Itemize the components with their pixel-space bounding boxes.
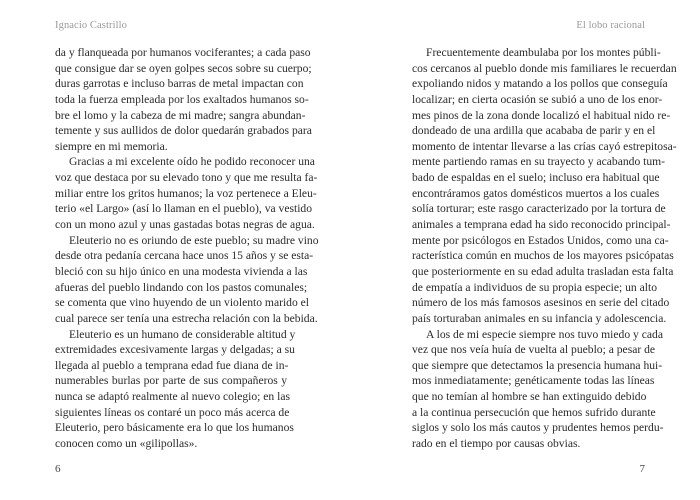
- text-line: siglos y solo los más cautos y prudentes hemos perdu-: [412, 421, 664, 435]
- text-line: bado de espaldas en el suelo; incluso era habitual que: [412, 171, 660, 185]
- text-line: siempre en mi memoria.: [55, 139, 168, 153]
- text-line: que siempre que detectamos la presencia humana hui-: [412, 358, 663, 372]
- text-line: conocen como un «gilipollas».: [55, 437, 198, 451]
- text-line: numerables burlas por parte de sus compañeros y: [55, 374, 287, 388]
- text-line: temente y sus aullidos de dolor quedarán grabados para: [55, 124, 312, 138]
- text-line: localizar; en cierta ocasión se subió a uno de los enor-: [412, 92, 663, 106]
- text-line: llegada al pueblo a temprana edad fue diana de in-: [55, 358, 289, 372]
- text-line: Eleuterio, pero básicamente era lo que los humanos: [55, 421, 294, 435]
- text-line: rado en el tiempo por causas obvias.: [412, 437, 581, 451]
- text-line: voz que destaca por su elevado tono y que me resulta fa-: [55, 171, 318, 185]
- text-line: animales a temprana edad ha sido reconocido principal-: [412, 218, 671, 232]
- text-line: expoliando nidos y matando a los pollos que conseguía: [412, 77, 668, 91]
- text-line: da y flanqueada por humanos vociferantes; a cada paso: [55, 46, 311, 59]
- text-line: toda la fuerza empleada por los exaltados humanos so-: [55, 92, 309, 106]
- left-page-body: [55, 45, 319, 452]
- text-line: Gracias a mi excelente oído he podido reconocer una: [69, 155, 315, 169]
- text-line: número de los más famosos asesinos en serie del citado: [412, 296, 670, 310]
- text-line: que no temían al hombre se han extinguido debido: [412, 390, 647, 404]
- text-line: extremidades excesivamente largas y delgadas; a su: [55, 343, 295, 357]
- text-line: se comenta que vino huyendo de un violento marido el: [55, 296, 310, 310]
- text-line: cual parece ser tenía una estrecha relación con la bebida.: [55, 311, 318, 325]
- text-line: país torturaban animales en su infancia y adolescencia.: [412, 311, 667, 325]
- text-line: momento de intentar llevarse a las crías cayó estrepitosa-: [412, 139, 677, 153]
- text-line: solía torturar; este rasgo caracterizado por la tortura de: [412, 202, 666, 216]
- text-line: vez que nos veía huía de vuelta al pueblo; a pesar de: [412, 343, 656, 357]
- text-line: desde otra pedanía cercana hace unos 15 años y se esta-: [55, 249, 314, 263]
- text-line: dondeado de una ardilla que acababa de parir y en el: [412, 124, 656, 138]
- text-line: con un mono azul y unas gastadas botas negras de agua.: [55, 218, 315, 232]
- text-line: Eleuterio no es oriundo de este pueblo; su madre vino: [69, 233, 319, 247]
- text-line: de empatía a individuos de su propia especie; un alto: [412, 280, 658, 294]
- text-line: a la continua persecución que hemos sufrido durante: [412, 405, 656, 419]
- text-line: terio «el Largo» (así lo llaman en el pueblo), va vestido: [55, 202, 313, 216]
- right-page: [350, 0, 700, 500]
- text-line: miliar entre los gritos humanos; la voz pertenece a Eleu-: [55, 186, 317, 200]
- text-line: nunca se adaptó realmente al nuevo colegio; en las: [55, 390, 290, 404]
- right-page-body: [412, 45, 677, 452]
- text-line: mes pinos de la zona donde localizó el habitual nido re-: [412, 108, 671, 122]
- text-line: que consigue dar se oyen golpes secos sobre su cuerpo;: [55, 61, 312, 75]
- text-line: mente partiendo ramas en su trayecto y acabando tum-: [412, 155, 666, 169]
- running-head-author: Ignacio Castrillo: [55, 20, 127, 31]
- running-head-title: El lobo racional: [576, 20, 645, 31]
- text-line: encontráramos gatos domésticos muertos a los cuales: [412, 186, 660, 200]
- page-number: 7: [639, 463, 645, 475]
- text-line: cos cercanos al pueblo donde mis familiares le recuerdan: [412, 61, 677, 75]
- text-line: mos inmediatamente; genéticamente todas las líneas: [412, 374, 655, 388]
- text-line: siguientes líneas os contaré un poco más acerca de: [55, 405, 290, 419]
- text-line: Eleuterio es un humano de considerable altitud y: [69, 327, 296, 341]
- text-line: Frecuentemente deambulaba por los montes públi-: [426, 46, 661, 59]
- text-line: afueras del pueblo lindando con los pastos comunales;: [55, 280, 308, 294]
- text-line: que posteriormente en su edad adulta trasladan esta falta: [412, 264, 674, 278]
- text-line: bre el lomo y la cabeza de mi madre; sangra abundan-: [55, 108, 306, 122]
- page-number: 6: [55, 463, 61, 475]
- text-line: bleció con su hijo único en una modesta vivienda a las: [55, 264, 308, 278]
- text-line: duras garrotas e incluso barras de metal impactan con: [55, 77, 304, 91]
- text-line: mente por psicólogos en Estados Unidos, como una ca-: [412, 233, 669, 247]
- text-line: A los de mi especie siempre nos tuvo miedo y cada: [426, 327, 663, 341]
- text-line: racterística común en muchos de los mayores psicópatas: [412, 249, 674, 263]
